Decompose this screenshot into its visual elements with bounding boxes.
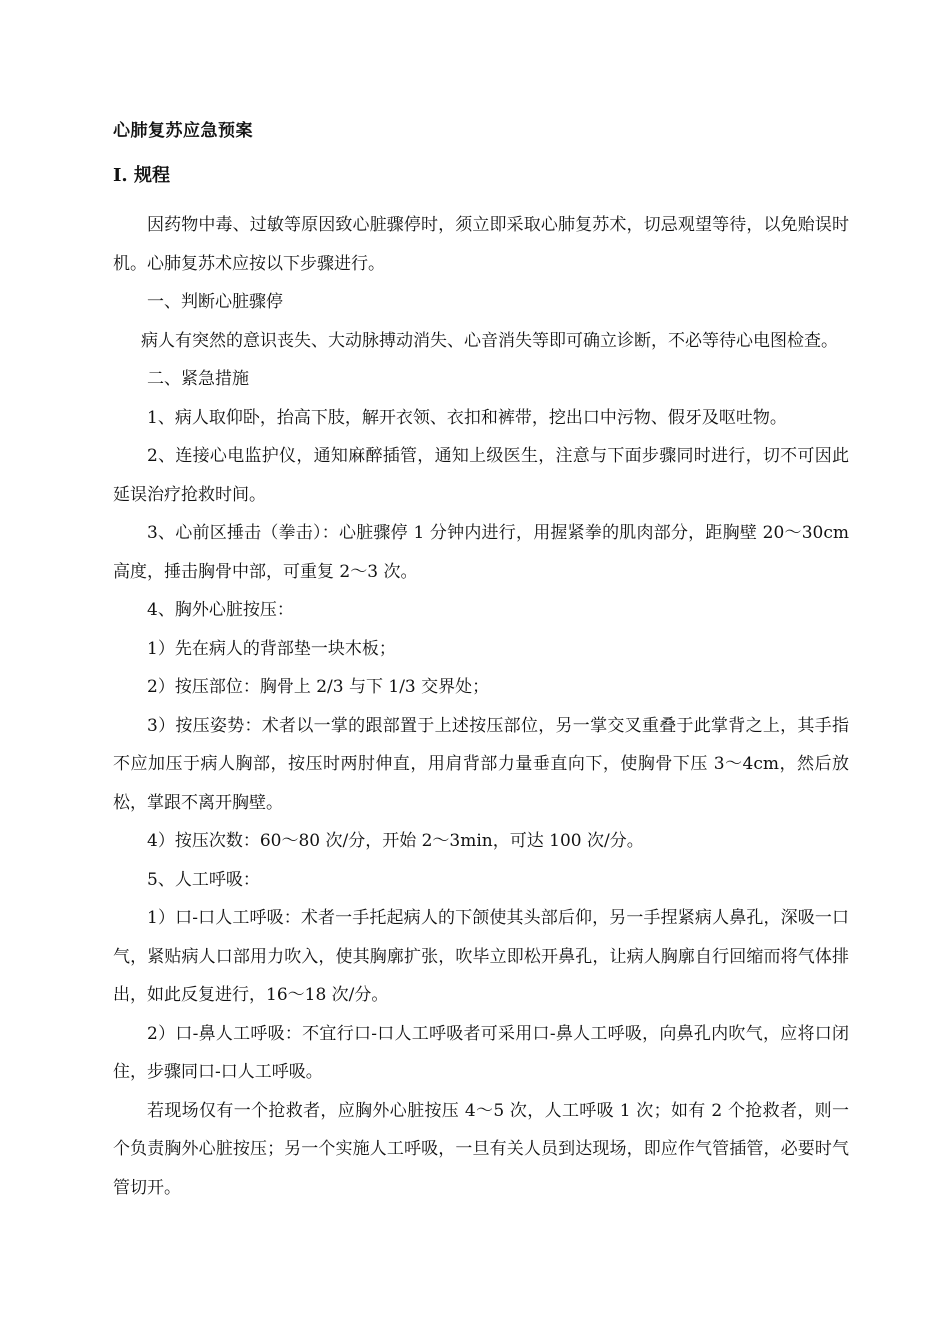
subheading-judge-arrest: 一、判断心脏骤停	[147, 292, 283, 312]
document-body	[113, 206, 849, 1207]
paragraph-single-rescuer: 若现场仅有一个抢救者，应胸外心脏按压 4～5 次，人工呼吸 1 次；如有 2 个抢救者，则一个负责胸外心脏按压；另一个实施人工呼吸，一旦有关人员到达现场，即应作气管插管，必要时气管切开。	[113, 1100, 849, 1198]
paragraph-step-4-1: 1）先在病人的背部垫一块木板；	[147, 638, 396, 659]
paragraph-step-4-4: 4）按压次数：60～80 次/分，开始 2～3min，可达 100 次/分。	[147, 831, 644, 851]
paragraph-step-5-2: 2）口-鼻人工呼吸：不宜行口-口人工呼吸者可采用口-鼻人工呼吸，向鼻孔内吹气，应将口闭住，步骤同口-口人工呼吸。	[113, 1023, 849, 1082]
section-heading: I. 规程	[113, 165, 170, 186]
paragraph-step-1: 1、病人取仰卧，抬高下肢，解开衣领、衣扣和裤带，挖出口中污物、假牙及呕吐物。	[147, 407, 787, 428]
paragraph-step-4-3: 3）按压姿势：术者以一掌的跟部置于上述按压部位，另一掌交叉重叠于此掌背之上，其手指不应加压于病人胸部，按压时两肘伸直，用肩背部力量垂直向下，使胸骨下压 3～4cm，然后放松，掌跟不离开胸壁。	[113, 715, 849, 813]
paragraph-diagnosis: 病人有突然的意识丧失、大动脉搏动消失、心音消失等即可确立诊断，不必等待心电图检查。	[141, 330, 838, 351]
paragraph-step-5: 5、人工呼吸：	[147, 869, 260, 890]
paragraph-intro: 因药物中毒、过敏等原因致心脏骤停时，须立即采取心肺复苏术，切忌观望等待，以免贻误时机。心肺复苏术应按以下步骤进行。	[113, 215, 849, 274]
paragraph-step-2: 2、连接心电监护仪，通知麻醉插管，通知上级医生，注意与下面步骤同时进行，切不可因此延误治疗抢救时间。	[113, 446, 849, 505]
paragraph-step-4: 4、胸外心脏按压：	[147, 600, 294, 620]
paragraph-step-5-1: 1）口-口人工呼吸：术者一手托起病人的下颌使其头部后仰，另一手捏紧病人鼻孔，深吸一口气，紧贴病人口部用力吹入，使其胸廓扩张，吹毕立即松开鼻孔，让病人胸廓自行回缩而将气体排出，如此反复进行，16～18 次/分。	[113, 908, 849, 1005]
subheading-emergency-measures: 二、紧急措施	[147, 369, 249, 389]
paragraph-step-4-2: 2）按压部位：胸骨上 2/3 与下 1/3 交界处；	[147, 677, 490, 697]
paragraph-step-3: 3、心前区捶击（拳击）：心脏骤停 1 分钟内进行，用握紧拳的肌肉部分，距胸壁 20～30cm 高度，捶击胸骨中部，可重复 2～3 次。	[113, 523, 849, 582]
document-title: 心肺复苏应急预案	[113, 121, 253, 141]
